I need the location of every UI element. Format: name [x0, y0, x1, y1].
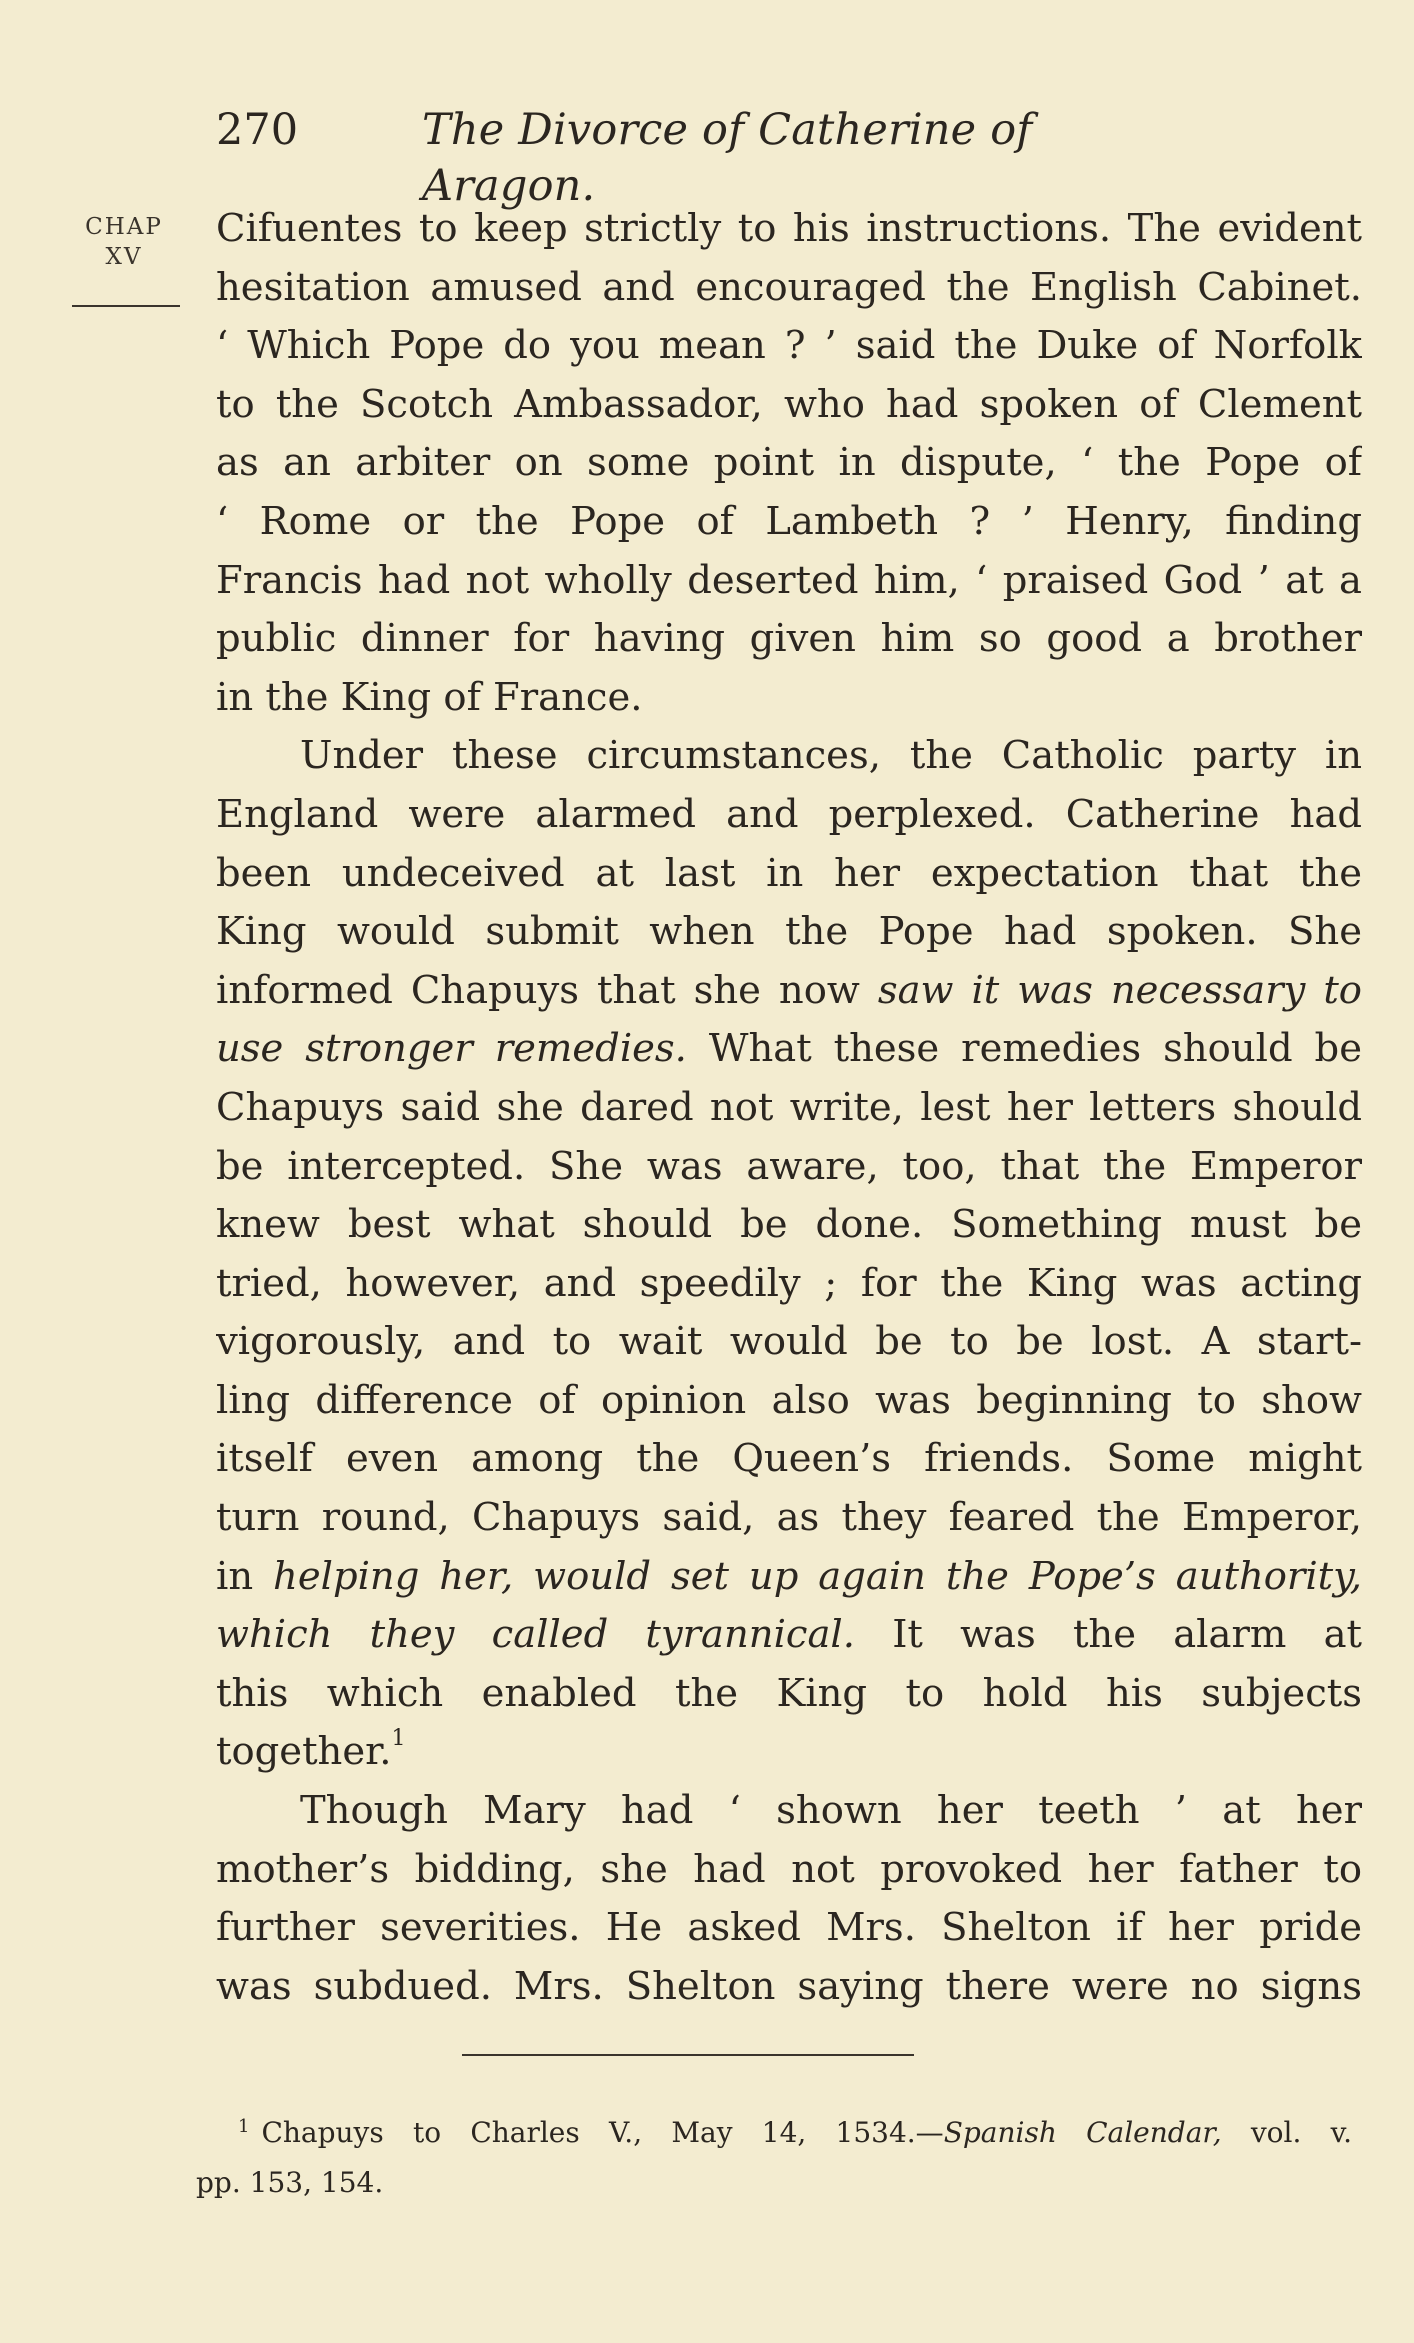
page-number: 270 [216, 105, 299, 155]
text-line [216, 1606, 1362, 1665]
text-run: in [216, 1553, 274, 1599]
text-line: England were alarmed and perplexed. Catherine had [216, 791, 1362, 837]
footnote-rule [462, 2054, 914, 2056]
text-run: What these remedies should be [686, 1026, 1362, 1072]
text-line: Francis had not wholly deserted him, ‘ praised God ’ at a [216, 557, 1362, 603]
text-line [216, 962, 1362, 1021]
text-line: Cifuentes to keep strictly to his instructions. The evident [216, 206, 1362, 251]
text-run: It was the alarm at [854, 1612, 1362, 1658]
italic-quote: which they called tyrannical. [216, 1612, 855, 1658]
text-line: itself even among the Queen’s friends. Some might [216, 1436, 1362, 1482]
text-line: been undeceived at last in her expectation that the [216, 850, 1362, 896]
text-line [216, 1020, 1362, 1079]
text-line [216, 1548, 1362, 1607]
footnote-line: pp. 153, 154. [196, 2166, 384, 2199]
text-line [216, 1723, 1362, 1782]
text-line: vigorously, and to wait would be to be lost. A start- [216, 1319, 1362, 1365]
text-line: further severities. He asked Mrs. Shelton if her pride [216, 1905, 1362, 1951]
running-header [216, 102, 1176, 211]
text-line: mother’s bidding, she had not provoked her father to [216, 1846, 1362, 1892]
text-line: turn round, Chapuys said, as they feared the Emperor, [216, 1495, 1362, 1541]
footnote-line [196, 2108, 1352, 2158]
text-run: Chapuys to Charles V., May 14, 1534.— [261, 2116, 944, 2149]
italic-quote: helping her, would set up again the Pope’s authority, [273, 1553, 1362, 1599]
text-line: was subdued. Mrs. Shelton saying there were no signs [216, 1963, 1362, 2009]
text-line: to the Scotch Ambassador, who had spoken of Clement [216, 381, 1362, 427]
text-line: be intercepted. She was aware, too, that the Emperor [216, 1143, 1362, 1189]
text-line: knew best what should be done. Something must be [216, 1202, 1362, 1248]
text-line: King would submit when the Pope had spoken. She [216, 909, 1362, 955]
paragraph-start-line: Under these circumstances, the Catholic party in [300, 733, 1362, 779]
text-line: in the King of France. [216, 674, 643, 720]
text-line: ‘ Which Pope do you mean ? ’ said the Duke of Norfolk [216, 323, 1362, 369]
text-line: hesitation amused and encouraged the English Cabinet. [216, 264, 1362, 310]
text-line: ‘ Rome or the Pope of Lambeth ? ’ Henry, finding [216, 498, 1362, 544]
text-run: vol. v. [1221, 2116, 1352, 2149]
footnote [196, 2108, 1352, 2208]
text-line: public dinner for having given him so good a brother [216, 616, 1362, 662]
text-line: as an arbiter on some point in dispute, ‘ the Pope of [216, 440, 1362, 486]
chapter-label: CHAP [85, 214, 163, 240]
text-line: Chapuys said she dared not write, lest her letters should [216, 1084, 1362, 1130]
text-run: informed Chapuys that she now [216, 967, 878, 1013]
citation-title: Spanish Calendar, [943, 2116, 1222, 2149]
margin-note-rule [72, 305, 180, 307]
text-run: together. [216, 1729, 392, 1775]
body-text [216, 200, 1362, 2016]
text-line: ling difference of opinion also was beginning to show [216, 1377, 1362, 1423]
footnote-mark: 1 [238, 2116, 250, 2137]
text-line: tried, however, and speedily ; for the King was acting [216, 1260, 1362, 1306]
italic-quote: saw it was necessary to [877, 967, 1362, 1013]
chapter-margin-note [66, 212, 182, 272]
paragraph-start-line: Though Mary had ‘ shown her teeth ’ at her [300, 1788, 1362, 1834]
running-title: The Divorce of Catherine of Aragon. [422, 105, 1033, 211]
italic-quote: use stronger remedies. [216, 1026, 687, 1072]
chapter-number: XV [105, 244, 143, 270]
text-line: this which enabled the King to hold his subjects [216, 1670, 1362, 1716]
footnote-reference: 1 [391, 1725, 406, 1751]
